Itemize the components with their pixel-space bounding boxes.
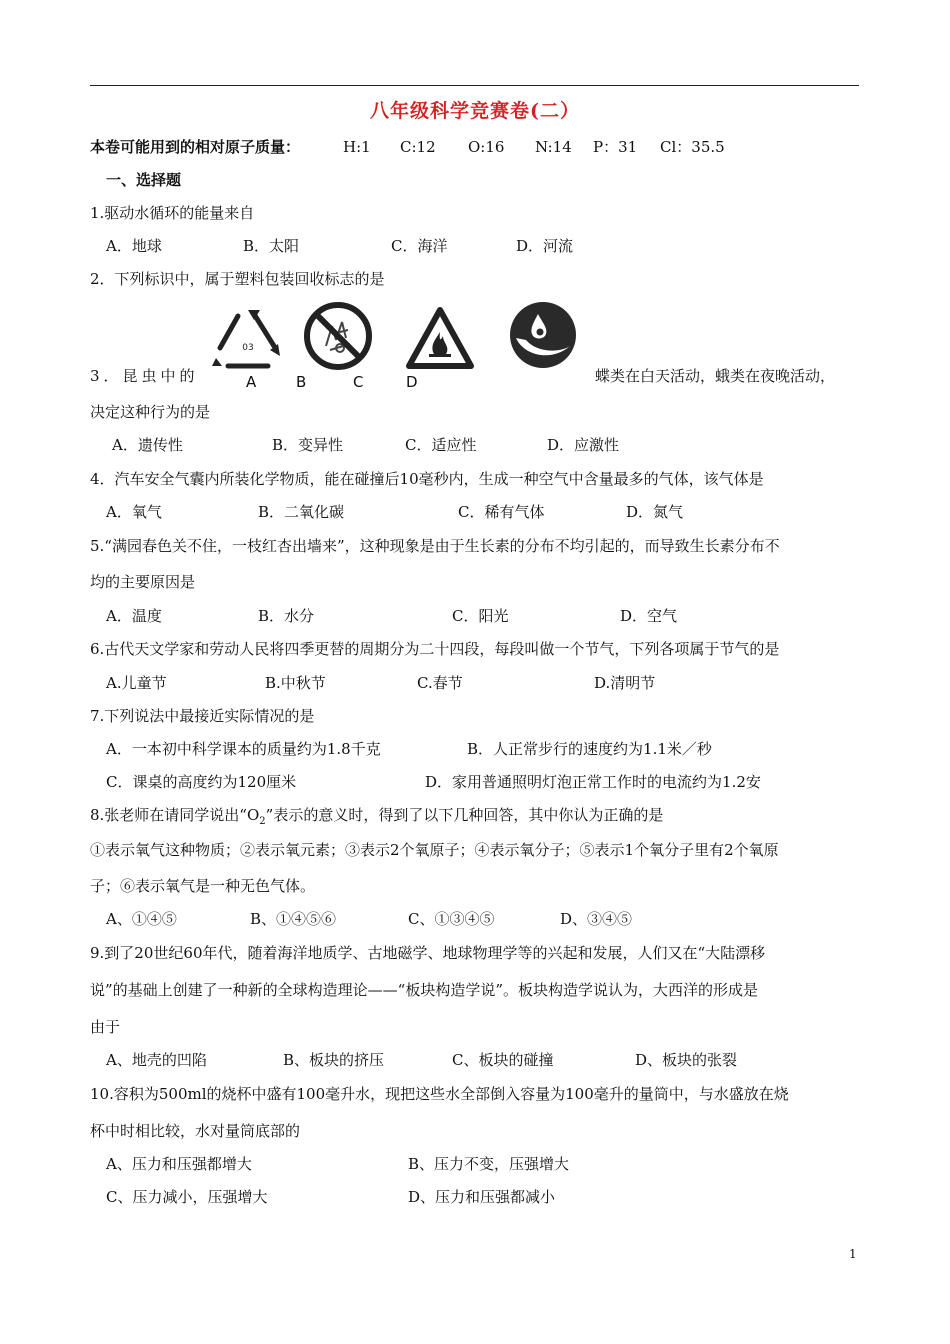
question-7-option-b: B．人正常步行的速度约为1.1米／秒: [467, 740, 712, 758]
question-9-option-d: D、板块的张裂: [635, 1051, 738, 1069]
question-3-prefix: 3．昆虫中的: [90, 367, 199, 385]
question-2-stem: 2．下列标识中，属于塑料包装回收标志的是: [90, 270, 385, 288]
question-9-line2: 说”的基础上创建了一种新的全球构造理论——“板块构造学说”。板块构造学说认为，大西洋的形成是: [90, 981, 759, 999]
flammable-warning-icon: [405, 306, 475, 370]
question-8-option-d: D、③④⑤: [560, 910, 633, 928]
question-7-option-a: A．一本初中科学课本的质量约为1.8千克: [106, 740, 381, 758]
question-5-line1: 5.“满园春色关不住，一枝红杏出墙来”，这种现象是由于生长素的分布不均引起的，而导致生长素分布不: [90, 537, 780, 555]
question-3-option-c: C．适应性: [405, 436, 477, 454]
atomic-mass-c: C:12: [400, 138, 436, 156]
page-title: 八年级科学竞赛卷(二）: [370, 100, 580, 122]
recycle-code-text: 03: [242, 343, 254, 353]
page-number: 1: [849, 1247, 857, 1261]
question-8-option-b: B、①④⑤⑥: [250, 910, 337, 928]
question-1-option-d: D．河流: [516, 237, 574, 255]
question-9-line3: 由于: [90, 1018, 121, 1036]
atomic-mass-label: 本卷可能用到的相对原子质量：: [90, 138, 301, 156]
header-rule: [90, 85, 859, 86]
question-5-option-a: A．温度: [106, 607, 162, 625]
question-5-option-c: C．阳光: [452, 607, 509, 625]
question-7-stem: 7.下列说法中最接近实际情况的是: [90, 707, 315, 725]
question-8-stem: [90, 805, 663, 832]
question-10-option-c: C、压力减小，压强增大: [106, 1188, 268, 1206]
symbol-label-d: D: [406, 373, 418, 391]
question-9-option-c: C、板块的碰撞: [452, 1051, 554, 1069]
question-1-stem: 1.驱动水循环的能量来自: [90, 204, 255, 222]
question-8-line3: 子；⑥表示氧气是一种无色气体。: [90, 877, 316, 895]
question-1-option-c: C．海洋: [391, 237, 448, 255]
question-10-option-a: A、压力和压强都增大: [106, 1155, 252, 1173]
atomic-mass-cl: Cl：35.5: [660, 138, 725, 156]
atomic-mass-n: N:14: [535, 138, 572, 156]
question-3-option-a: A．遗传性: [112, 436, 183, 454]
section-heading: 一、选择题: [106, 171, 182, 189]
question-8-stem-part2: ”表示的意义时，得到了以下几种回答，其中你认为正确的是: [265, 806, 664, 824]
question-5-option-d: D．空气: [620, 607, 678, 625]
question-1-option-b: B．太阳: [243, 237, 300, 255]
symbol-label-a: A: [246, 373, 257, 391]
question-8-subscript: 2: [259, 816, 266, 827]
question-1-option-a: A．地球: [106, 237, 162, 255]
question-6-option-a: A.儿童节: [106, 674, 167, 692]
question-9-option-a: A、地壳的凹陷: [106, 1051, 207, 1069]
question-7-option-c: C．课桌的高度约为120厘米: [106, 773, 297, 791]
question-10-line1: 10.容积为500ml的烧杯中盛有100毫升水，现把这些水全部倒入容量为100毫升的量筒中，与水盛放在烧: [90, 1085, 789, 1103]
question-10-line2: 杯中时相比较，水对量筒底部的: [90, 1122, 301, 1140]
question-10-option-b: B、压力不变，压强增大: [408, 1155, 570, 1173]
question-3-suffix: 蝶类在白天活动，蛾类在夜晚活动，: [595, 367, 836, 385]
water-saving-symbol-icon: [508, 300, 578, 370]
question-4-option-a: A．氧气: [106, 503, 162, 521]
question-4-option-d: D．氮气: [626, 503, 684, 521]
question-6-option-b: B.中秋节: [265, 674, 326, 692]
question-4-stem: 4．汽车安全气囊内所装化学物质，能在碰撞后10毫秒内，生成一种空气中含量最多的气体，该气体是: [90, 470, 764, 488]
symbol-label-b: B: [296, 373, 307, 391]
question-6-option-c: C.春节: [417, 674, 463, 692]
question-4-option-b: B．二氧化碳: [258, 503, 345, 521]
question-10-option-d: D、压力和压强都减小: [408, 1188, 556, 1206]
atomic-mass-p: P：31: [593, 138, 638, 156]
question-7-option-d: D．家用普通照明灯泡正常工作时的电流约为1.2安: [425, 773, 761, 791]
no-fireworks-symbol-icon: [302, 300, 374, 372]
recycle-symbol-icon: [208, 306, 288, 374]
question-9-option-b: B、板块的挤压: [283, 1051, 385, 1069]
question-6-stem: 6.古代天文学家和劳动人民将四季更替的周期分为二十四段，每段叫做一个节气，下列各项属于节气的是: [90, 640, 780, 658]
question-4-option-c: C．稀有气体: [458, 503, 545, 521]
atomic-mass-o: O:16: [468, 138, 505, 156]
question-5-option-b: B．水分: [258, 607, 315, 625]
question-3-line2: 决定这种行为的是: [90, 403, 211, 421]
question-9-line1: 9.到了20世纪60年代，随着海洋地质学、古地磁学、地球物理学等的兴起和发展，人们又在“大陆漂移: [90, 944, 766, 962]
question-8-option-a: A、①④⑤: [106, 910, 177, 928]
question-3-option-b: B．变异性: [272, 436, 344, 454]
question-5-line2: 均的主要原因是: [90, 573, 196, 591]
symbol-label-c: C: [353, 373, 364, 391]
question-3-option-d: D．应激性: [547, 436, 620, 454]
atomic-mass-h: H:1: [343, 138, 371, 156]
question-8-option-c: C、①③④⑤: [408, 910, 495, 928]
question-8-line2: ①表示氧气这种物质；②表示氧元素；③表示2个氧原子；④表示氧分子；⑤表示1个氧分子里有2个氧原: [90, 841, 779, 859]
question-8-stem-part1: 8.张老师在请同学说出“O: [90, 806, 260, 824]
question-6-option-d: D.清明节: [594, 674, 656, 692]
